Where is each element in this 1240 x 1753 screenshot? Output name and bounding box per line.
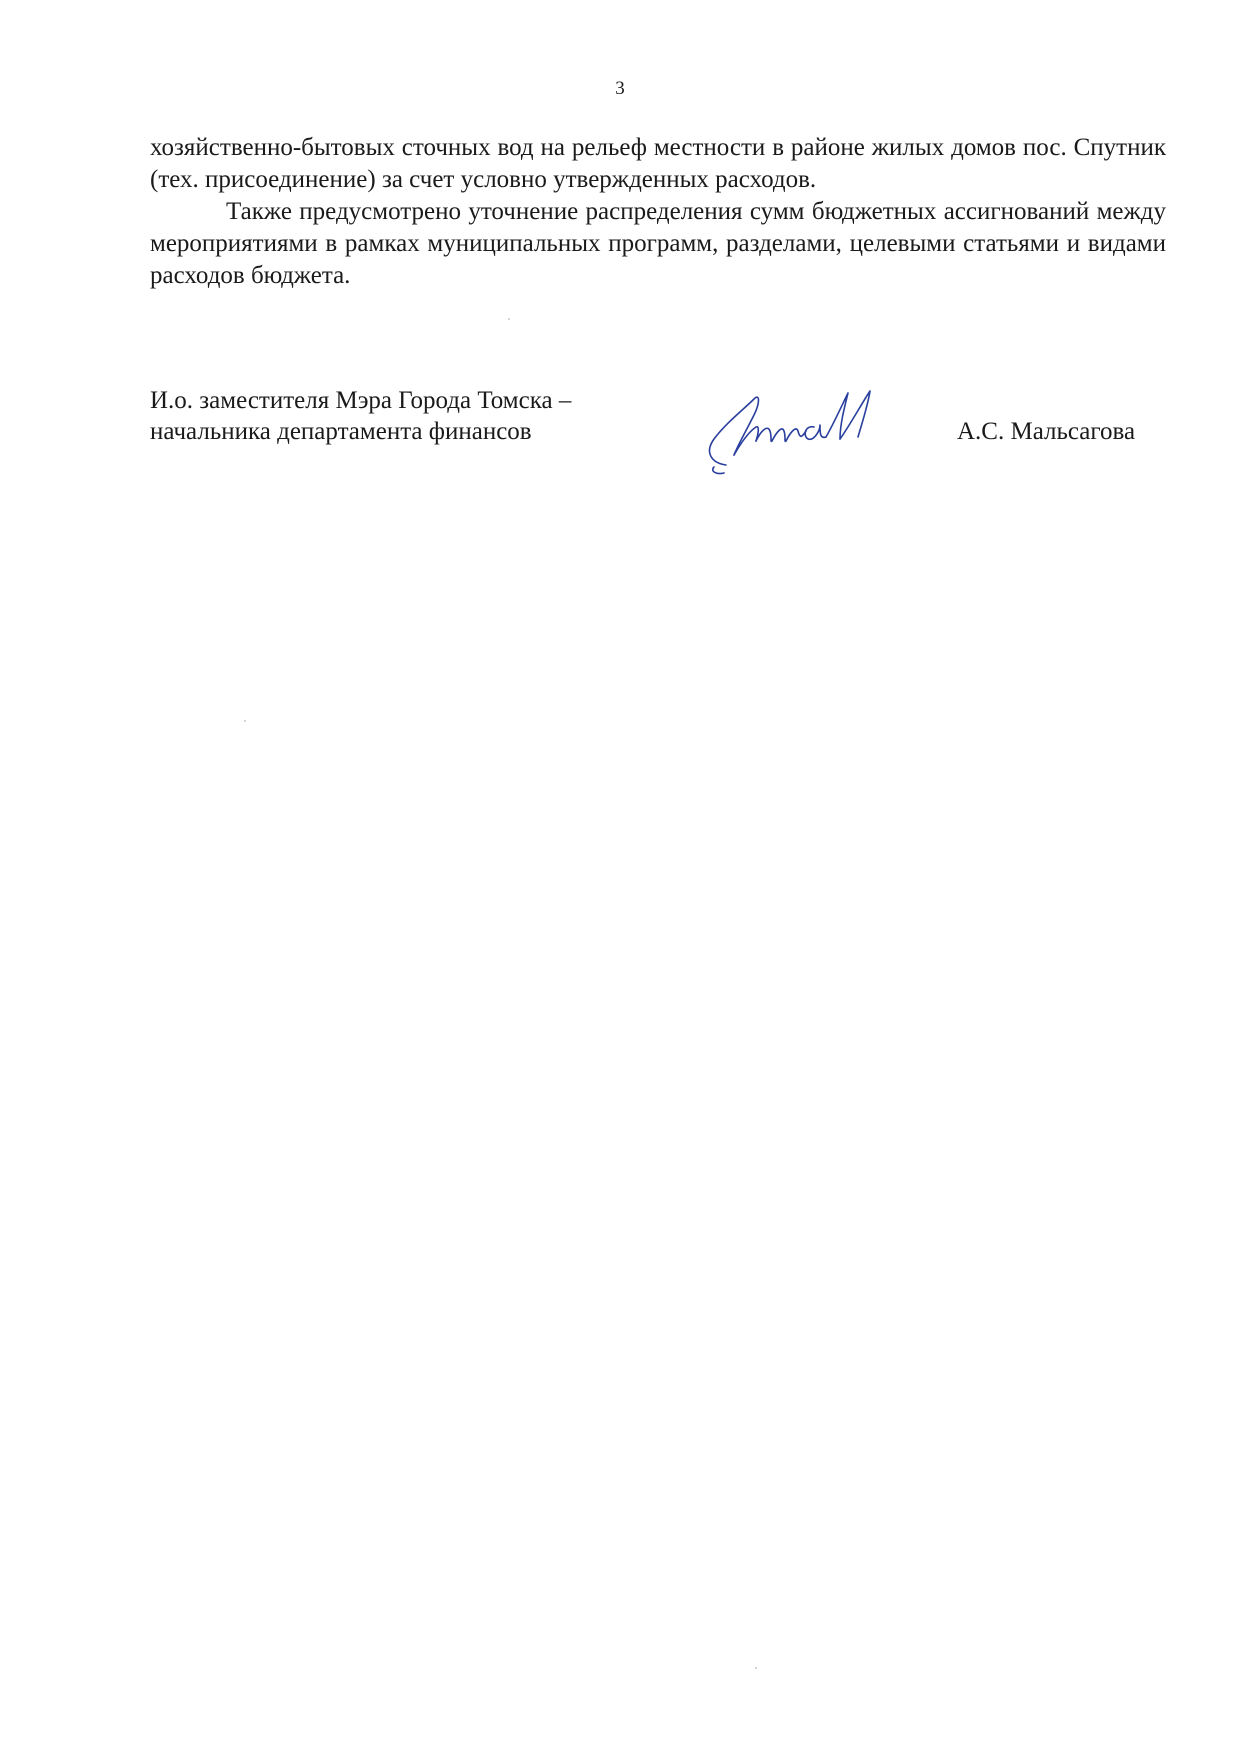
signatory-name: А.С. Мальсагова [957, 418, 1136, 445]
scan-speck [508, 318, 510, 320]
handwritten-signature [690, 379, 910, 479]
scan-speck [244, 720, 246, 722]
signatory-position-line-1: И.о. заместителя Мэра Города Томска – [150, 387, 572, 414]
paragraph-budget-allocation: Также предусмотрено уточнение распределения сумм бюджетных ассигнований между мероприятиями в рамках муниципальных программ, разделами, целевыми статьями и видами расходов бюджета. [150, 198, 1166, 289]
signatory-position [150, 385, 571, 447]
body-text [150, 132, 1166, 292]
signature-block [150, 385, 1150, 495]
paragraph-continuation: хозяйственно-бытовых сточных вод на рельеф местности в районе жилых домов пос. Спутник (тех. присоединение) за счет условно утвержденных расходов. [150, 134, 1166, 193]
signatory-position-line-2: начальника департамента финансов [150, 418, 532, 445]
scan-speck [755, 1667, 757, 1669]
page-number: 3 [615, 78, 625, 99]
